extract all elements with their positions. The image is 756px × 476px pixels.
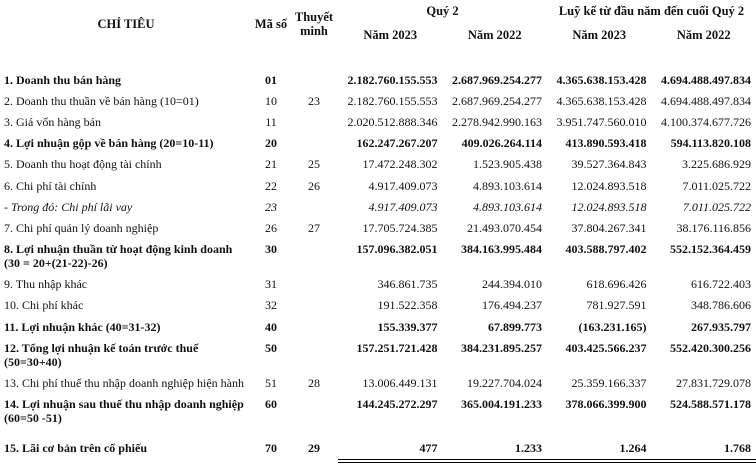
table-body (0, 49, 756, 461)
row-value-4: 552.420.300.256 (670, 340, 752, 355)
row-value-2: 19.227.704.024 (467, 376, 542, 391)
row-note: 28 (308, 376, 320, 391)
row-value-3: 781.927.591 (586, 298, 647, 313)
row-value-2: 384.231.895.257 (461, 340, 542, 355)
row-value-3: 4.365.638.153.428 (556, 93, 647, 108)
row-code: 70 (265, 440, 277, 455)
row-note (290, 393, 338, 428)
row-label: 15. Lãi cơ bản trên cổ phiếu (4, 440, 147, 455)
table-row (0, 372, 756, 393)
row-value-2: 1.233 (443, 429, 548, 461)
row-value-1: 4.917.409.073 (368, 199, 438, 214)
row-value-2: 2.687.969.254.277 (452, 72, 542, 87)
table-row (0, 316, 756, 337)
row-code: 10 (265, 93, 277, 108)
row-value-2: 2.278.942.990.163 (452, 115, 542, 130)
row-label: 4. Lợi nhuận gộp về bán hàng (20=10-11) (4, 136, 214, 151)
header-ma-so: Mã số (254, 17, 288, 32)
row-value-3: 403.425.566.237 (565, 340, 647, 355)
row-value-3: 4.365.638.153.428 (556, 72, 647, 87)
table-row (0, 337, 756, 372)
header-group-quy2: Quý 2 (426, 4, 459, 18)
row-value-1: 144.245.272.297 (356, 397, 438, 412)
row-note (290, 132, 338, 153)
row-code: 11 (265, 115, 277, 130)
row-value-3: 37.804.267.341 (571, 220, 647, 235)
row-note (290, 337, 338, 372)
row-value-2: 21.493.070.454 (467, 220, 542, 235)
row-label: 3. Giá vốn hàng bán (4, 115, 101, 130)
row-value-1: 162.247.267.207 (356, 136, 438, 151)
row-value-4: 524.588.571.178 (670, 397, 752, 412)
row-label: 1. Doanh thu bán hàng (4, 72, 122, 87)
row-label: 11. Lợi nhuận khác (40=31-32) (4, 319, 161, 334)
row-value-1: 2.020.512.888.346 (347, 115, 438, 130)
table-row (0, 273, 756, 294)
row-value-4: 267.935.797 (691, 319, 752, 334)
row-label: 9. Thu nhập khác (4, 277, 88, 292)
row-code: 23 (265, 199, 277, 214)
row-code: 31 (265, 277, 277, 292)
row-value-1: 4.917.409.073 (368, 178, 438, 193)
table-header (0, 0, 756, 49)
row-label: - Trong đó: Chi phí lãi vay (4, 199, 133, 214)
row-note (290, 196, 338, 217)
row-value-1: 346.861.735 (377, 277, 438, 292)
row-value-4: 4.100.374.677.726 (661, 115, 752, 130)
header-luyke-nam-2023: Năm 2023 (572, 28, 627, 43)
row-value-2: 2.687.969.254.277 (452, 93, 542, 108)
row-label: 8. Lợi nhuận thuần từ hoạt động kinh doanh (30 = 20+(21-22)-26) (4, 242, 233, 271)
header-group-row (0, 0, 756, 20)
table-row (0, 238, 756, 273)
row-value-4: 616.722.403 (691, 277, 752, 292)
row-value-1: 13.006.449.131 (362, 376, 438, 391)
row-code: 50 (265, 340, 277, 355)
row-value-3: 39.527.364.843 (571, 157, 647, 172)
row-value-4: 27.831.729.078 (676, 376, 752, 391)
table-row (0, 49, 756, 90)
row-value-3: 618.696.426 (586, 277, 647, 292)
row-value-3: 12.024.893.518 (571, 178, 647, 193)
header-q2-nam-2023: Năm 2023 (363, 28, 418, 43)
row-value-4: 1.768 (652, 429, 756, 461)
row-note (290, 273, 338, 294)
row-value-1: 155.339.377 (377, 319, 438, 334)
row-code: 22 (265, 178, 277, 193)
row-value-1: 2.182.760.155.553 (347, 93, 438, 108)
row-value-2: 365.004.191.233 (461, 397, 542, 412)
table-row (0, 111, 756, 132)
header-thuyet-minh: Thuyết minh (294, 10, 334, 39)
row-note (290, 238, 338, 273)
row-value-1: 157.096.382.051 (356, 242, 438, 256)
table-row (0, 217, 756, 238)
row-label: 13. Chi phí thuế thu nhập doanh nghiệp hiện hành (4, 376, 244, 391)
row-value-3: 3.951.747.560.010 (556, 115, 647, 130)
row-note (290, 294, 338, 315)
row-label: 6. Chi phí tài chính (4, 178, 97, 193)
row-value-2: 244.394.010 (482, 277, 542, 292)
row-value-3: 1.264 (547, 429, 652, 461)
row-value-4: 7.011.025.722 (682, 178, 752, 193)
row-code: 26 (265, 220, 277, 235)
header-luyke-nam-2022: Năm 2022 (676, 28, 731, 43)
row-value-4: 4.694.488.497.834 (661, 72, 752, 87)
row-value-2: 384.163.995.484 (461, 242, 542, 256)
row-value-3: 413.890.593.418 (565, 136, 647, 151)
row-value-3: 378.066.399.900 (565, 397, 647, 412)
table-row (0, 175, 756, 196)
row-code: 21 (265, 157, 277, 172)
table-row (0, 294, 756, 315)
row-code: 60 (265, 397, 277, 412)
table-row (0, 132, 756, 153)
row-note (290, 49, 338, 90)
row-value-4: 38.176.116.856 (676, 220, 752, 235)
header-chi-tieu: CHỈ TIÊU (97, 17, 155, 32)
row-value-3: 12.024.893.518 (571, 199, 647, 214)
row-value-4: 7.011.025.722 (682, 199, 752, 214)
row-value-2: 409.026.264.114 (461, 136, 542, 151)
row-value-1: 157.251.721.428 (356, 340, 438, 355)
row-label: 5. Doanh thu hoạt động tài chính (4, 157, 162, 172)
row-value-1: 17.472.248.302 (362, 157, 438, 172)
row-code: 01 (265, 72, 277, 87)
row-value-2: 67.899.773 (488, 319, 542, 334)
row-code: 20 (265, 136, 277, 151)
row-value-3: (163.231.165) (578, 319, 647, 334)
row-value-1: 2.182.760.155.553 (347, 72, 438, 87)
row-note (290, 111, 338, 132)
row-value-4: 348.786.606 (691, 298, 752, 313)
header-q2-nam-2022: Năm 2022 (467, 28, 522, 43)
row-note: 23 (308, 93, 320, 108)
row-label: 14. Lợi nhuận sau thuế thu nhập doanh nghiệp (60=50 -51) (4, 397, 244, 426)
row-value-4: 552.152.364.459 (670, 242, 752, 256)
row-value-1: 477 (338, 429, 443, 461)
row-value-4: 594.113.820.108 (670, 136, 752, 151)
row-value-2: 4.893.103.614 (473, 178, 542, 193)
table-row (0, 90, 756, 111)
row-value-2: 4.893.103.614 (473, 199, 542, 214)
row-code: 51 (265, 376, 277, 391)
row-note (290, 316, 338, 337)
row-code: 30 (265, 242, 277, 256)
row-value-2: 176.494.237 (482, 298, 542, 313)
row-value-1: 17.705.724.385 (362, 220, 438, 235)
row-value-2: 1.523.905.438 (473, 157, 542, 172)
row-value-3: 25.359.166.337 (571, 376, 647, 391)
row-note: 25 (308, 157, 320, 172)
row-note: 29 (308, 440, 320, 455)
row-value-4: 4.694.488.497.834 (661, 93, 752, 108)
row-code: 32 (265, 298, 277, 313)
row-value-4: 3.225.686.929 (682, 157, 752, 172)
row-label: 12. Tổng lợi nhuận kế toán trước thuế (50=30+40) (4, 340, 199, 369)
row-note: 26 (308, 178, 320, 193)
row-code: 40 (265, 319, 277, 334)
table-row (0, 196, 756, 217)
table-row (0, 429, 756, 461)
table-row (0, 153, 756, 174)
row-label: 2. Doanh thu thuần về bán hàng (10=01) (4, 93, 199, 108)
row-note: 27 (308, 220, 320, 235)
row-label: 7. Chi phí quản lý doanh nghiệp (4, 220, 159, 235)
table-row (0, 393, 756, 428)
row-value-3: 403.588.797.402 (565, 242, 647, 256)
row-label: 10. Chi phí khác (4, 298, 84, 313)
row-value-1: 191.522.358 (377, 298, 438, 313)
header-group-luyke: Luỹ kế từ đầu năm đến cuối Quý 2 (558, 4, 745, 18)
